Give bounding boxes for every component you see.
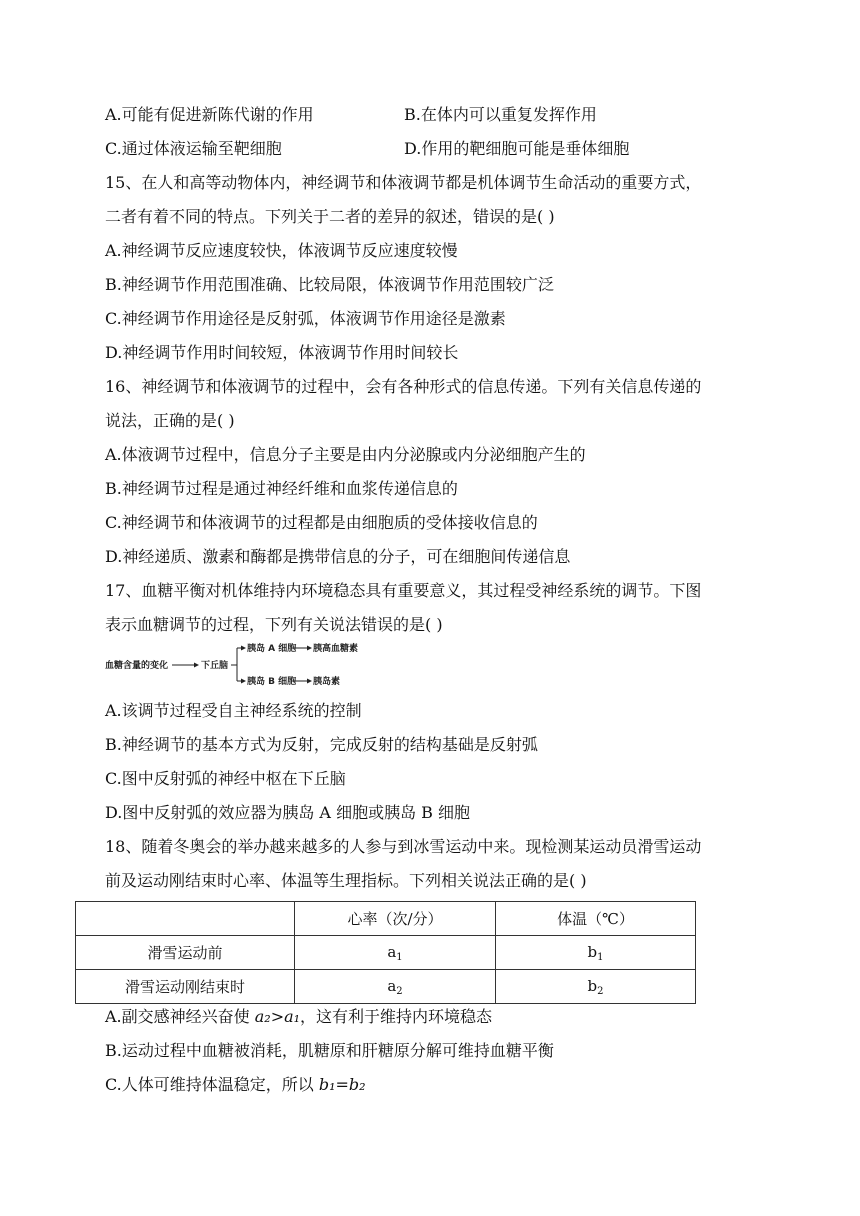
table-header-heart-rate: 心率（次/分） bbox=[295, 902, 496, 936]
q18-option-c-math: b₁=b₂ bbox=[318, 1075, 366, 1094]
table-row bbox=[76, 970, 696, 1004]
q18-option-c bbox=[105, 1074, 366, 1096]
table-cell-heart-rate bbox=[295, 970, 496, 1004]
q16-stem-line2: 说法，正确的是( ) bbox=[105, 411, 235, 430]
q18-option-a-math: a₂>a₁ bbox=[254, 1007, 301, 1026]
q17-option-b: B.神经调节的基本方式为反射，完成反射的结构基础是反射弧 bbox=[105, 735, 538, 754]
q18-option-a bbox=[105, 1006, 492, 1028]
q18-option-c-text: C.人体可维持体温稳定，所以 bbox=[105, 1075, 319, 1094]
diagram-glucagon-label: 胰高血糖素 bbox=[313, 644, 359, 654]
q17-stem-line1: 17、血糖平衡对机体维持内环境稳态具有重要意义，其过程受神经系统的调节。下图 bbox=[105, 581, 702, 600]
q17-option-a: A.该调节过程受自主神经系统的控制 bbox=[105, 701, 362, 720]
heart-rate-subscript: 1 bbox=[396, 951, 403, 963]
table-row-label: 滑雪运动前 bbox=[76, 936, 295, 970]
diagram-hypothalamus-label: 下丘脑 bbox=[201, 661, 229, 671]
temperature-subscript: 2 bbox=[597, 985, 604, 997]
temperature-subscript: 1 bbox=[597, 951, 604, 963]
vitals-table bbox=[75, 901, 696, 1004]
q16-option-c: C.神经调节和体液调节的过程都是由细胞质的受体接收信息的 bbox=[105, 513, 538, 532]
table-header-row bbox=[76, 902, 696, 936]
arrowhead bbox=[307, 679, 312, 684]
diagram-insulin-label: 胰岛素 bbox=[313, 677, 341, 687]
table-cell-temperature bbox=[496, 936, 696, 970]
heart-rate-subscript: 2 bbox=[396, 985, 403, 997]
table-cell-temperature bbox=[496, 970, 696, 1004]
q18-stem-line2: 前及运动刚结束时心率、体温等生理指标。下列相关说法正确的是( ) bbox=[105, 871, 587, 890]
q17-option-d: D.图中反射弧的效应器为胰岛 A 细胞或胰岛 B 细胞 bbox=[105, 803, 471, 822]
table-header-temperature: 体温（℃） bbox=[496, 902, 696, 936]
arrowhead bbox=[194, 663, 199, 668]
arrowhead bbox=[241, 646, 246, 651]
arrowhead bbox=[241, 679, 246, 684]
q16-stem-line1: 16、神经调节和体液调节的过程中，会有各种形式的信息传递。下列有关信息传递的 bbox=[105, 377, 702, 396]
heart-rate-value: a bbox=[387, 976, 397, 995]
diagram-start-label: 血糖含量的变化 bbox=[105, 661, 169, 671]
q18-stem-line1: 18、随着冬奥会的举办越来越多的人参与到冰雪运动中来。现检测某运动员滑雪运动 bbox=[105, 837, 702, 856]
q14-option-b: B.在体内可以重复发挥作用 bbox=[404, 105, 597, 124]
q15-option-c: C.神经调节作用途径是反射弧，体液调节作用途径是激素 bbox=[105, 309, 506, 328]
table-row bbox=[76, 936, 696, 970]
q16-option-b: B.神经调节过程是通过神经纤维和血浆传递信息的 bbox=[105, 479, 458, 498]
temperature-value: b bbox=[587, 976, 598, 995]
arrowhead bbox=[307, 646, 312, 651]
table-row-label: 滑雪运动刚结束时 bbox=[76, 970, 295, 1004]
diagram-beta-cell-label: 胰岛 B 细胞 bbox=[247, 677, 297, 687]
table-cell-heart-rate bbox=[295, 936, 496, 970]
q18-option-a-text: A.副交感神经兴奋使 bbox=[105, 1007, 255, 1026]
table-header-empty bbox=[76, 902, 295, 936]
heart-rate-value: a bbox=[387, 942, 397, 961]
temperature-value: b bbox=[587, 942, 598, 961]
diagram-alpha-cell-label: 胰岛 A 细胞 bbox=[247, 644, 297, 654]
q17-stem-line2: 表示血糖调节的过程，下列有关说法错误的是( ) bbox=[105, 615, 443, 634]
q14-option-c: C.通过体液运输至靶细胞 bbox=[105, 139, 282, 158]
q18-option-a-text-end: ，这有利于维持内环境稳态 bbox=[300, 1007, 493, 1026]
q16-option-a: A.体液调节过程中，信息分子主要是由内分泌腺或内分泌细胞产生的 bbox=[105, 445, 586, 464]
q14-option-a: A.可能有促进新陈代谢的作用 bbox=[105, 105, 314, 124]
q18-option-b: B.运动过程中血糖被消耗，肌糖原和肝糖原分解可维持血糖平衡 bbox=[105, 1041, 554, 1060]
q17-option-c: C.图中反射弧的神经中枢在下丘脑 bbox=[105, 769, 346, 788]
q16-option-d: D.神经递质、激素和酶都是携带信息的分子，可在细胞间传递信息 bbox=[105, 547, 571, 566]
q15-option-d: D.神经调节作用时间较短，体液调节作用时间较长 bbox=[105, 343, 459, 362]
q15-stem-line2: 二者有着不同的特点。下列关于二者的差异的叙述，错误的是( ) bbox=[105, 207, 555, 226]
q15-stem-line1: 15、在人和高等动物体内，神经调节和体液调节都是机体调节生命活动的重要方式， bbox=[105, 173, 702, 192]
q14-option-d: D.作用的靶细胞可能是垂体细胞 bbox=[404, 139, 630, 158]
q15-option-a: A.神经调节反应速度较快，体液调节反应速度较慢 bbox=[105, 241, 458, 260]
q15-option-b: B.神经调节作用范围准确、比较局限，体液调节作用范围较广泛 bbox=[105, 275, 554, 294]
blood-sugar-regulation-diagram bbox=[105, 640, 405, 690]
